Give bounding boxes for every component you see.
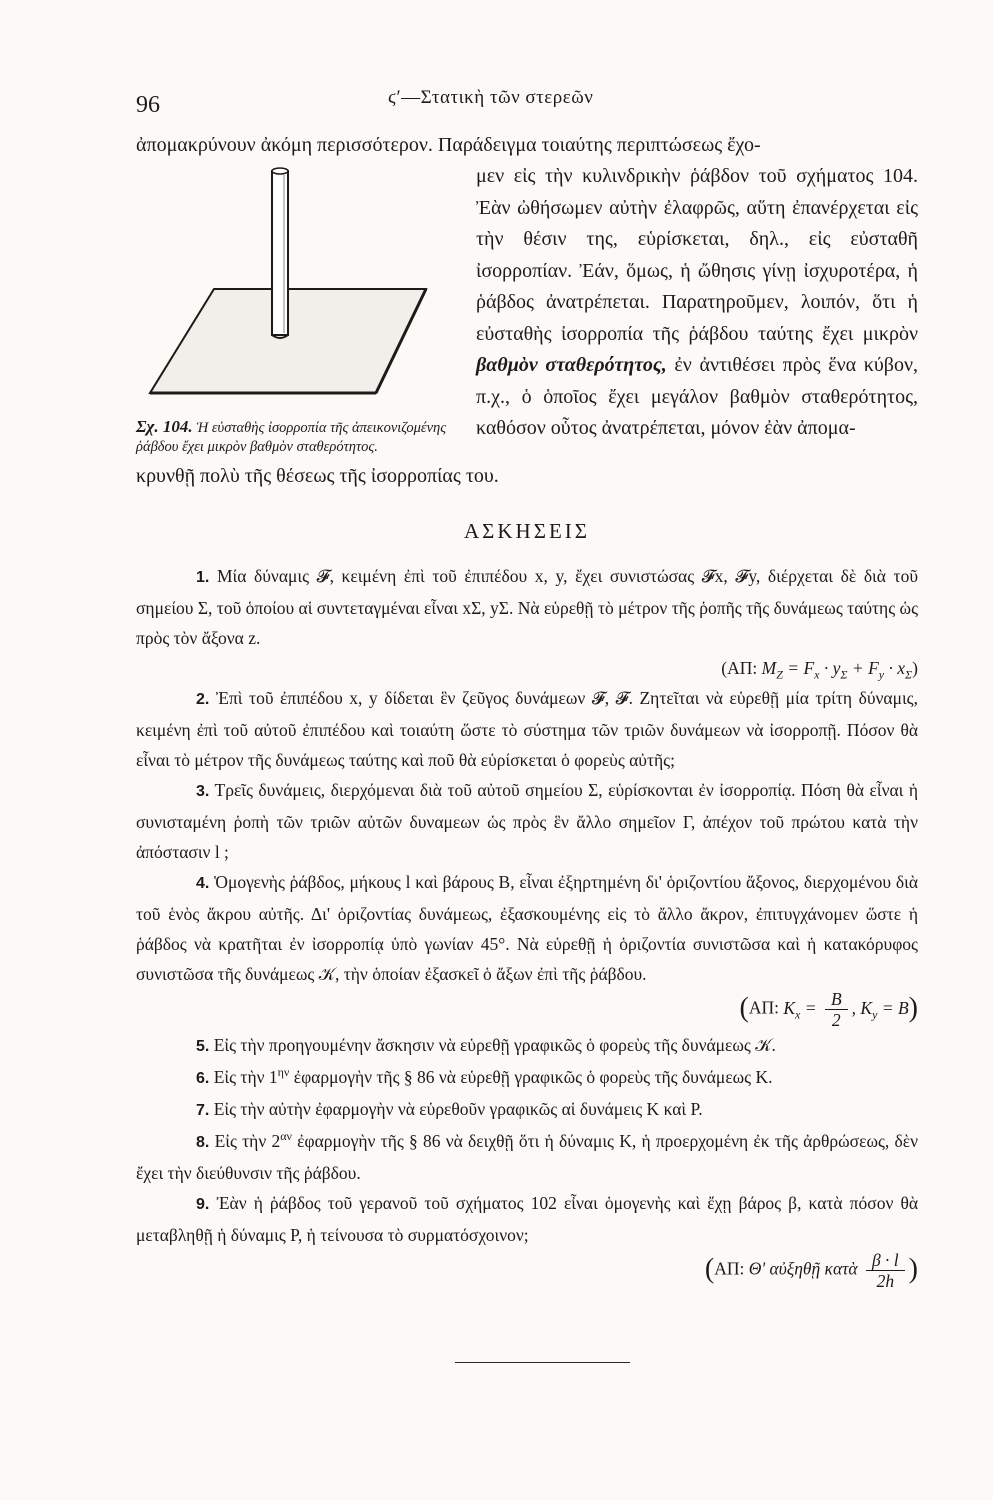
exercise-1 bbox=[136, 561, 918, 653]
exercise-text: Εἰς τὴν αὐτὴν ἐφαρμογὴν νὰ εὑρεθοῦν γραφικῶς αἱ δυνάμεις K καὶ P. bbox=[213, 1099, 703, 1119]
intro-wrap-text-a: μεν εἰς τὴν κυλινδρικὴν ῥάβδον τοῦ σχήματος 104. Ἐὰν ὠθήσωμεν αὐτὴν ἐλαφρῶς, αὕτη ἐπανέρχεται εἰς τὴν θέσιν της, εὑρίσκεται, δηλ., εἰς εὐσταθῆ ἰσορροπίαν. Ἐάν, ὅμως, ἡ ὤθησις γίνῃ ἰσχυροτέρα, ἡ ῥάβδος ἀνατρέπεται. Παρατηροῦμεν, λοιπόν, ὅτι ἡ εὐσταθὴς ἰσορροπία τῆς ῥάβδου ταύτης ἔχει μικρὸν bbox=[476, 165, 918, 345]
section-heading: ΑΣΚΗΣΕΙΣ bbox=[464, 519, 590, 543]
answer-fraction: $\frac{B}{2}$ bbox=[825, 989, 848, 1030]
exercise-list bbox=[136, 561, 918, 1291]
figure-label: Σχ. 104. bbox=[136, 417, 193, 436]
exercise-5 bbox=[136, 1030, 918, 1062]
intro-first-line: ἀπομακρύνουν ἀκόμη περισσότερον. Παράδειγμα τοιαύτης περιπτώσεως ἔχο- bbox=[136, 134, 761, 156]
exercise-4 bbox=[136, 867, 918, 989]
exercise-text: Εἰς τὴν $2^{\alpha\nu}$ ἐφαρμογὴν τῆς § 86 νὰ δειχθῇ ὅτι ἡ δύναμις K, ἡ προερχομένη ἐκ τῆς ἀρθρώσεως, δὲν ἔχει τὴν διεύθυνσιν τῆς ῥάβδου. bbox=[136, 1129, 919, 1183]
figure-caption bbox=[136, 417, 462, 457]
exercise-text: Τρεῖς δυνάμεις, διερχόμεναι διὰ τοῦ αὐτοῦ σημείου Σ, εὑρίσκονται ἐν ἰσορροπίᾳ. Πόση θὰ εἶναι ἡ συνισταμένη ῥοπὴ τῶν τριῶν αὐτῶν δυναμεων ὡς πρὸς ἓν ἄλλο σημεῖον Γ, ἀπέχον τοῦ πρώτου κατὰ τὴν ἀπόστασιν l ; bbox=[136, 780, 919, 862]
exercise-text: Ἐὰν ἡ ῥάβδος τοῦ γερανοῦ τοῦ σχήματος 102 εἶναι ὁμογενὴς καὶ ἔχῃ βάρος β, κατὰ πόσον θὰ μεταβληθῇ ἡ δύναμις P, ἡ τείνουσα τὸ συρματόσχοινον; bbox=[136, 1193, 918, 1245]
exercise-number: 8. bbox=[196, 1134, 210, 1151]
exercise-3 bbox=[136, 775, 918, 867]
bold-term: βαθμὸν σταθερότητος, bbox=[476, 354, 667, 376]
running-title: ϛ′—Στατικὴ τῶν στερεῶν bbox=[388, 87, 594, 108]
intro-continuation: κρυνθῇ πολὺ τῆς θέσεως τῆς ἰσορροπίας του. bbox=[136, 465, 499, 487]
exercise-number: 3. bbox=[196, 783, 210, 800]
answer-math: $K_x$ = $\frac{B}{2}$ , $K_y = B$ bbox=[783, 989, 909, 1030]
exercise-text: Μία δύναμις 𝓕, κειμένη ἐπὶ τοῦ ἐπιπέδου x, y, ἔχει συνιστώσας 𝓕x, 𝓕y, διέρχεται δὲ διὰ τοῦ σημείου Σ, τοῦ ὁποίου αἱ συντεταγμέναι εἶναι xΣ, yΣ. Νὰ εὑρεθῇ τὸ μέτρον τῆς ῥοπῆς τῆς δυνάμεως ταύτης ὡς πρὸς τὸν ἄξονα z. bbox=[136, 566, 918, 648]
exercise-number: 5. bbox=[196, 1038, 210, 1055]
exercise-9 bbox=[136, 1188, 918, 1250]
answer-text: Θ' αὐξηθῇ κατὰ bbox=[748, 1258, 858, 1279]
answer-1: (ΑΠ: $M_Z = F_x \cdot y_\Sigma + F_y \cdot x_\Sigma$) bbox=[721, 658, 918, 682]
page-number: 96 bbox=[136, 92, 160, 118]
intro-wrap-text-b: ἐν ἀντιθέσει πρὸς ἕνα κύβον, π.χ., ὁ ὁποῖος ἔχει μεγάλον βαθμὸν σταθερότητος, καθόσον οὗτος ἀνατρέπεται, μόνον ἐὰν ἀπομα- bbox=[476, 354, 918, 439]
figure-104 bbox=[136, 165, 462, 457]
exercise-number: 1. bbox=[196, 569, 210, 586]
closing-rule bbox=[455, 1362, 630, 1363]
answer-label: (ΑΠ: bbox=[721, 658, 758, 678]
exercise-number: 4. bbox=[196, 875, 210, 892]
running-head bbox=[136, 82, 916, 122]
exercise-7 bbox=[136, 1094, 918, 1126]
exercise-text: Εἰς τὴν $1^{\eta\nu}$ ἐφαρμογὴν τῆς § 86 νὰ εὑρεθῇ γραφικῶς ὁ φορεὺς τῆς δυνάμεως K. bbox=[213, 1065, 773, 1087]
answer-math: $M_Z = F_x \cdot y_\Sigma + F_y \cdot x_\Sigma$ bbox=[761, 658, 913, 682]
exercise-number: 2. bbox=[196, 691, 210, 708]
answer-label: ΑΠ: bbox=[748, 997, 779, 1018]
exercise-text: Ὁμογενὴς ῥάβδος, μήκους l καὶ βάρους B, εἶναι ἐξηρτημένη δι' ὁριζοντίου ἄξονος, διερχομένου διὰ τοῦ ἑνὸς ἄκρου αὐτῆς. Δι' ὁριζοντίας δυνάμεως, ἐξασκουμένης εἰς τὸ ἄλλο ἄκρον, ἐπιτυγχάνομεν ὥστε ἡ ῥάβδος νὰ κρατῆται ἐν ἰσορροπίᾳ ὑπὸ γωνίαν 45°. Νὰ εὑρεθῇ ἡ ὁριζοντία συνιστῶσα καὶ ἡ κατακόρυφος συνιστῶσα τῆς δυνάμεως 𝒦, τὴν ὁποίαν ἐξασκεῖ ὁ ἄξων ἐπὶ τῆς ῥάβδου. bbox=[136, 872, 918, 984]
answer-9: (ΑΠ: Θ' αὐξηθῇ κατὰ $\frac{\beta \cdot l}{2h}$ ) bbox=[704, 1250, 918, 1291]
exercise-number: 9. bbox=[196, 1196, 210, 1213]
exercise-number: 7. bbox=[196, 1102, 210, 1119]
answer-4: (ΑΠ: $K_x$ = $\frac{B}{2}$ , $K_y = B$) bbox=[739, 989, 918, 1030]
exercise-8 bbox=[136, 1126, 918, 1188]
exercise-text: Εἰς τὴν προηγουμένην ἄσκησιν νὰ εὑρεθῇ γραφικῶς ὁ φορεὺς τῆς δυνάμεως 𝒦. bbox=[213, 1035, 776, 1055]
exercise-6 bbox=[136, 1062, 918, 1094]
exercise-text: Ἐπὶ τοῦ ἐπιπέδου x, y δίδεται ἓν ζεῦγος δυνάμεων 𝓕, 𝓕. Ζητεῖται νὰ εὑρεθῇ μία τρίτη δύναμις, κειμένη ἐπὶ τοῦ αὐτοῦ ἐπιπέδου καὶ τοιαύτη ὥστε τὸ σύστημα τῶν τριῶν δυνάμεων νὰ ἰσορροπῇ. Πόσον θὰ εἶναι τὸ μέτρον τῆς δυνάμεως ταύτης καὶ ποῦ θὰ εὑρίσκεται ὁ φορεὺς αὐτῆς; bbox=[136, 688, 918, 770]
figure-caption-text: Ἡ εὐσταθὴς ἰσορροπία τῆς ἀπεικονιζομένης ῥάβδου ἔχει μικρὸν βαθμὸν σταθερότητος. bbox=[136, 420, 447, 455]
exercise-number: 6. bbox=[196, 1070, 210, 1087]
exercise-2 bbox=[136, 683, 918, 775]
answer-label: ΑΠ: bbox=[714, 1258, 745, 1279]
page-body bbox=[136, 130, 918, 1291]
rod-on-plane-illustration bbox=[136, 165, 462, 415]
answer-fraction: $\frac{\beta \cdot l}{2h}$ bbox=[866, 1250, 905, 1291]
